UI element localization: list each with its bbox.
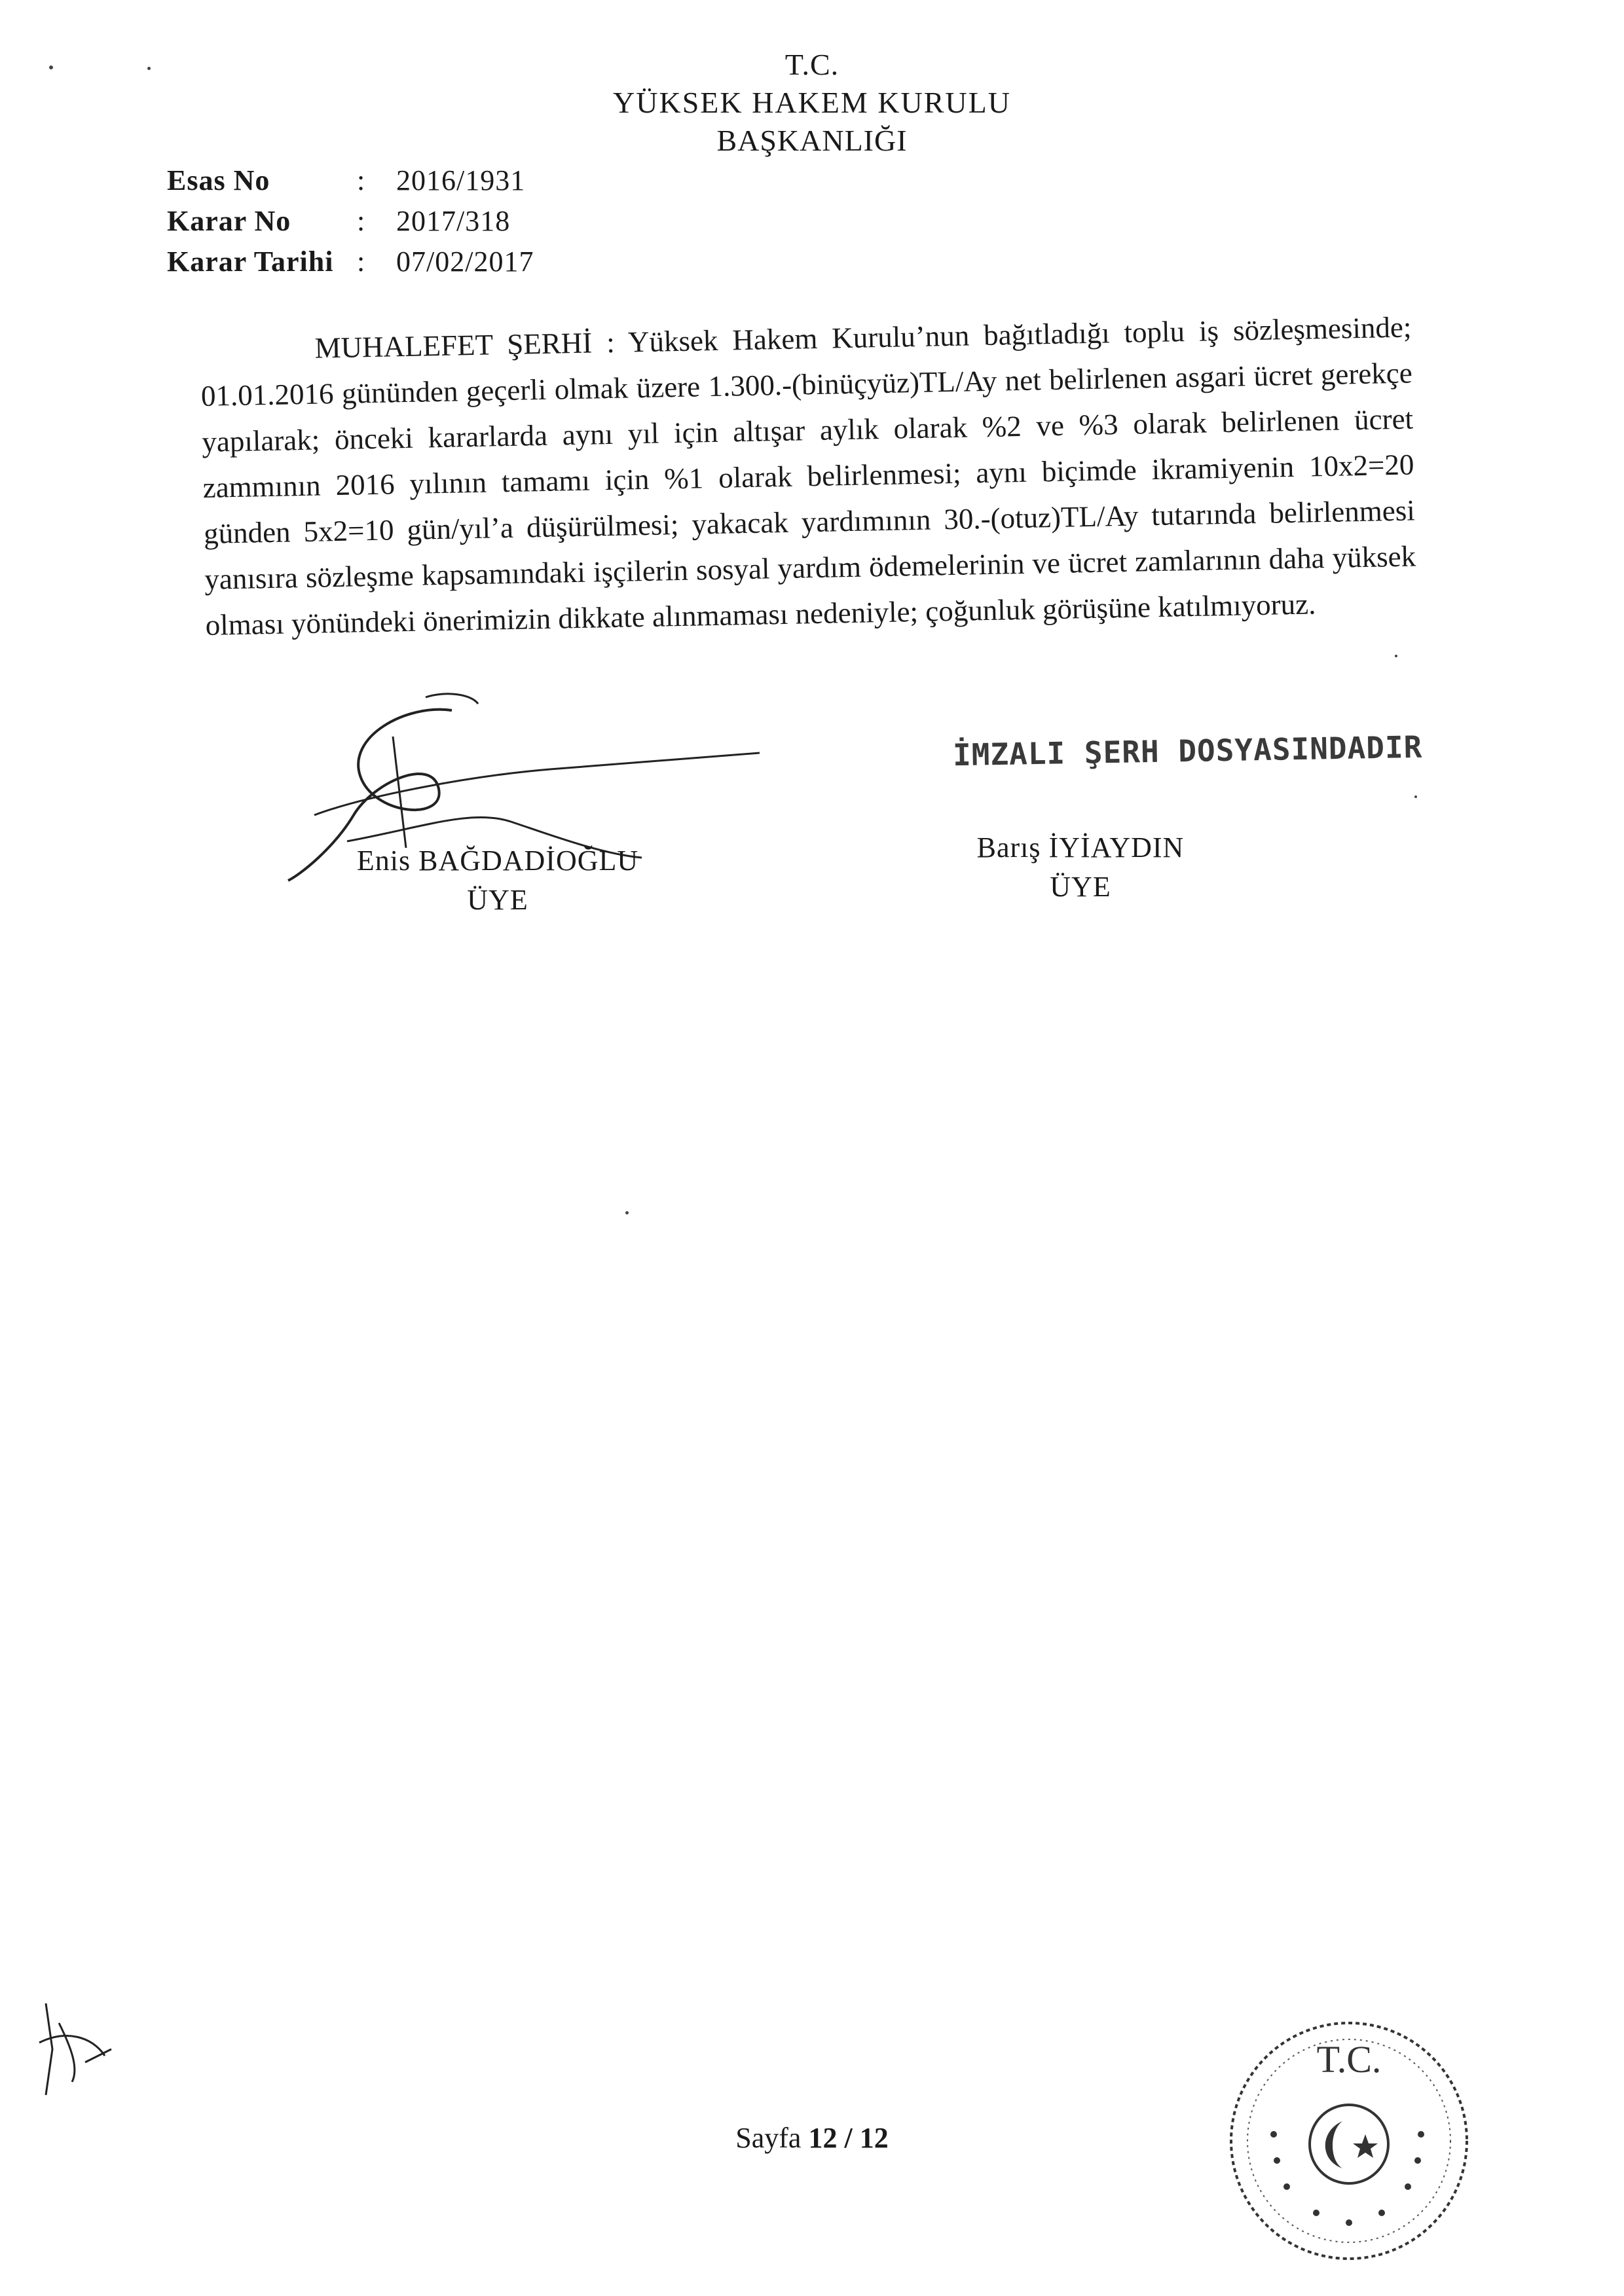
header-office: BAŞKANLIĞI	[716, 124, 908, 157]
scan-speck	[625, 1211, 629, 1214]
document-header	[0, 46, 1624, 160]
seal-text: T.C.	[1316, 2038, 1382, 2081]
scan-speck	[1414, 795, 1417, 798]
header-institution: YÜKSEK HAKEM KURULU	[613, 86, 1011, 119]
scan-speck	[1395, 655, 1397, 657]
header-country: T.C.	[784, 48, 840, 81]
meta-colon: :	[357, 205, 365, 237]
meta-label: Karar Tarihi	[167, 246, 334, 278]
meta-colon: :	[357, 164, 365, 196]
meta-row-tarih	[167, 245, 534, 285]
signature-block-right	[943, 828, 1218, 907]
signatory-name: Enis BAĞDADİOĞLU	[356, 845, 639, 877]
meta-value: 07/02/2017	[396, 246, 534, 278]
signatory-role: ÜYE	[467, 884, 528, 916]
meta-row-esas	[167, 164, 534, 204]
signatory-name: Barış İYİAYDIN	[976, 831, 1185, 864]
meta-row-karar	[167, 204, 534, 245]
initials-mark	[26, 1997, 131, 2102]
signed-dissent-stamp: İMZALI ŞERH DOSYASINDADIR	[952, 729, 1423, 773]
meta-label: Esas No	[167, 164, 270, 196]
page-footer	[0, 2121, 1624, 2155]
scan-speck	[49, 65, 53, 69]
page-label: Sayfa	[735, 2122, 802, 2154]
page-number: 12 / 12	[808, 2122, 889, 2154]
meta-value: 2016/1931	[396, 164, 526, 196]
scan-speck	[147, 67, 151, 70]
case-metadata	[167, 164, 534, 285]
meta-label: Karar No	[167, 205, 291, 237]
dissent-paragraph: MUHALEFET ŞERHİ : Yüksek Hakem Kurulu’nun bağıtladığı toplu iş sözleşmesinde; 01.01.2016 gününden geçerli olmak üzere 1.300.-(binüçyüz)TL/Ay net belirlenen asgari ücret gerekçe yapılarak; önceki kararlarda aynı yıl için altışar aylık olarak %2 ve %3 olarak belirlenen ücret zammının 2016 yılının tamamı için %1 olarak belirlenmesi; aynı biçimde ikramiyenin 10x2=20 günden 5x2=10 gün/yıl’a düşürülmesi; yakacak yardımının 30.-(otuz)TL/Ay tutarında belirlenmesi yanısıra sözleşme kapsamındaki işçilerin sosyal yardım ödemelerinin ve ücret zamlarının daha yüksek olması yönündeki önerimizin dikkate alınmaması nedeniyle; çoğunluk görüşüne katılmıyoruz.	[200, 310, 1416, 642]
signature-block-left	[327, 841, 668, 920]
meta-value: 2017/318	[396, 205, 511, 237]
meta-colon: :	[357, 246, 365, 278]
signatory-role: ÜYE	[1050, 871, 1111, 903]
